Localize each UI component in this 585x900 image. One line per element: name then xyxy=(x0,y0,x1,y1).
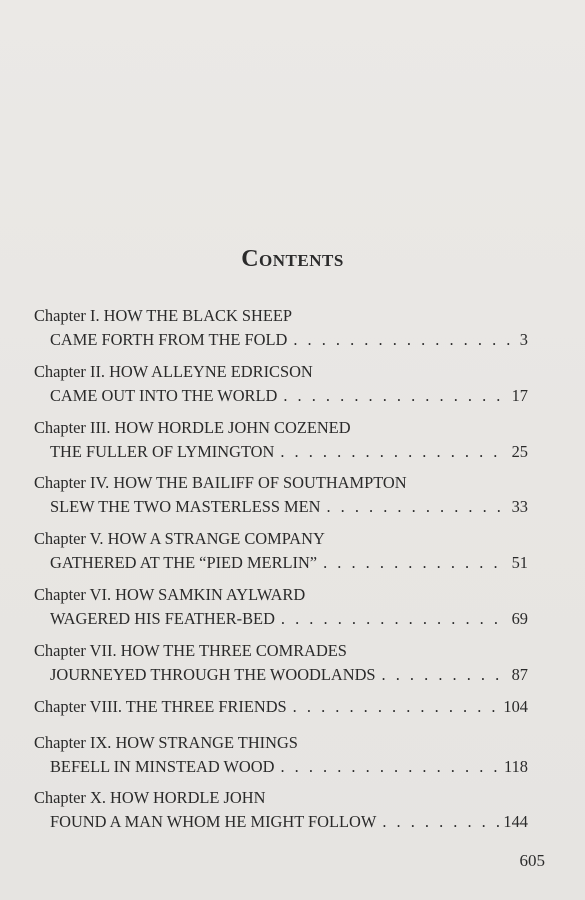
toc-entry-heading: Chapter VI. HOW SAMKIN AYLWARD xyxy=(34,584,306,604)
bleed-through-text xyxy=(290,25,585,237)
toc-entry-heading: Chapter VII. HOW THE THREE COMRADES xyxy=(34,640,347,660)
toc-entry-heading: Chapter X. HOW HORDLE JOHN xyxy=(34,788,266,808)
toc-entry-5 xyxy=(34,527,528,583)
toc-entry-heading: Chapter V. HOW A STRANGE COMPANY xyxy=(34,529,325,549)
toc-page-number: 33 xyxy=(511,497,528,517)
dot-leader xyxy=(283,384,507,408)
toc-page-number: 104 xyxy=(503,696,528,716)
toc-page-number: 144 xyxy=(503,812,528,832)
toc-page-number: 25 xyxy=(511,441,528,461)
toc-entry-6 xyxy=(34,583,528,639)
toc-entry-subtitle: THE FULLER OF LYMINGTON xyxy=(50,441,275,461)
toc-entry-subtitle: FOUND A MAN WHOM HE MIGHT FOLLOW xyxy=(50,812,377,832)
dot-leader xyxy=(281,607,508,631)
toc-entry-2 xyxy=(34,360,528,416)
toc-page-number: 118 xyxy=(504,756,528,776)
dot-leader xyxy=(382,810,499,834)
toc-entry-subtitle: WAGERED HIS FEATHER-BED xyxy=(50,608,275,628)
toc-page-number: 87 xyxy=(511,664,528,684)
toc-page-number: 3 xyxy=(519,330,528,349)
toc-entry-heading: Chapter I. HOW THE BLACK SHEEP xyxy=(34,306,292,325)
toc-entry-9 xyxy=(34,731,528,787)
toc-entry-subtitle: SLEW THE TWO MASTERLESS MEN xyxy=(50,497,321,517)
dot-leader xyxy=(323,551,508,575)
dot-leader xyxy=(280,755,500,779)
table-of-contents xyxy=(34,304,528,842)
toc-entry-4 xyxy=(34,471,528,527)
toc-entry-1 xyxy=(34,304,528,360)
toc-entry-8 xyxy=(34,695,528,731)
toc-page-number: 51 xyxy=(511,553,528,573)
toc-entry-subtitle: CAME OUT INTO THE WORLD xyxy=(50,385,278,405)
dot-leader xyxy=(293,695,500,719)
toc-entry-heading: Chapter IV. HOW THE BAILIFF OF SOUTHAMPTON xyxy=(34,473,407,493)
toc-entry-heading: Chapter III. HOW HORDLE JOHN COZENED xyxy=(34,417,351,437)
toc-entry-heading: Chapter VIII. THE THREE FRIENDS xyxy=(34,696,287,716)
toc-entry-7 xyxy=(34,639,528,695)
toc-entry-subtitle: JOURNEYED THROUGH THE WOODLANDS xyxy=(50,664,376,684)
contents-title: Contents xyxy=(241,246,344,272)
toc-entry-10 xyxy=(34,786,528,842)
toc-entry-3 xyxy=(34,416,528,472)
dot-leader xyxy=(326,495,507,519)
toc-entry-subtitle: GATHERED AT THE “PIED MERLIN” xyxy=(50,553,318,573)
dot-leader xyxy=(293,328,515,352)
toc-entry-subtitle: BEFELL IN MINSTEAD WOOD xyxy=(50,756,275,776)
dot-leader xyxy=(280,440,507,464)
toc-page-number: 69 xyxy=(511,608,528,628)
toc-page-number: 17 xyxy=(511,385,528,405)
toc-entry-heading: Chapter IX. HOW STRANGE THINGS xyxy=(34,732,298,752)
page-number: 605 xyxy=(519,851,545,870)
toc-entry-heading: Chapter II. HOW ALLEYNE EDRICSON xyxy=(34,361,313,381)
dot-leader xyxy=(382,663,508,687)
toc-entry-subtitle: CAME FORTH FROM THE FOLD xyxy=(50,330,288,349)
